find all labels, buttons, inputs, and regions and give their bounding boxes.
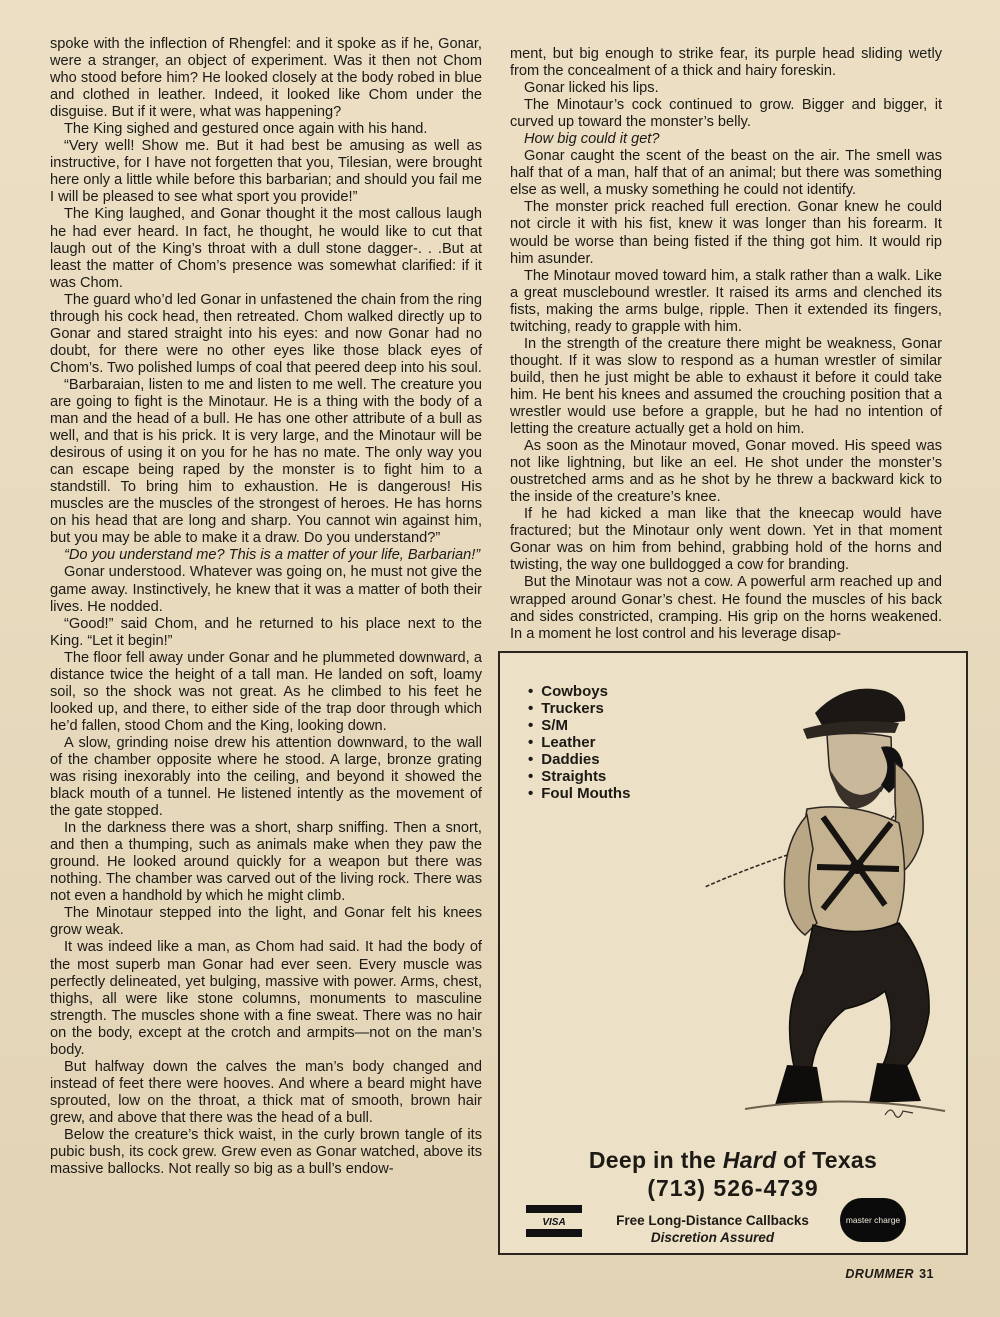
ad-callbacks-line: Free Long-Distance Callbacks — [616, 1213, 809, 1228]
left-text-column — [50, 36, 482, 1178]
body-paragraph: The Minotaur’s cock continued to grow. Bigger and bigger, it curved up toward the monster’s belly. — [510, 97, 942, 131]
ad-callbacks — [595, 1212, 830, 1246]
ad-list-item: • Cowboys — [528, 683, 630, 700]
right-text-column — [510, 46, 942, 643]
body-paragraph: “Do you understand me? This is a matter of your life, Barbarian!” — [64, 547, 481, 564]
body-paragraph: But halfway down the calves the man’s body changed and instead of feet there were hooves. And where a beard might have sprouted, low on the throat, a thick mat of smooth, brown hair grew, and above that there was the head of a bull. — [50, 1058, 482, 1126]
body-paragraph: But the Minotaur was not a cow. A powerful arm reached up and wrapped around Gonar’s chest. He found the muscles of his back and sides constricted, cramping. His grip on the horns weakened. In a moment he lost control and his leverage disap- — [510, 574, 942, 642]
body-paragraph: “Barbaraian, listen to me and listen to me well. The creature you are going to fight is the Minotaur. He is a thing with the body of a man and the head of a bull. He has one other attribute of a bull as well, and that is his prick. It is very large, and the Minotaur will be desirous of using it on you for he has no mate. The only way you can escape being raped by the monster is to fight him to a standstill. To bring him to exhaustion. He is dangerous! His muscles are the muscles of the strongest of heroes. He has horns on his head that are long and sharp. You cannot win against him, but you may be able to make it a draw. Do you understand?” — [50, 376, 482, 547]
visa-logo-text: VISA — [542, 1217, 566, 1228]
ad-headline-text-end: of Texas — [776, 1147, 878, 1173]
body-paragraph: The King laughed, and Gonar thought it the most callous laugh he had ever heard. In fact, he thought, he would like to cut that laugh out of the King’s throat with a dull stone dagger-. . .But at least the matter of Chom’s presence was somewhat clarified: if it was Chom. — [50, 206, 482, 291]
body-paragraph: spoke with the inflection of Rhengfel: and it spoke as if he, Gonar, were a stranger, an object of experiment. Was it then not Chom who stood before him? He looked closely at the body robed in blue and clothed in leather. Indeed, it looked like Chom under the disguise. But if it were, what was happening? — [50, 36, 482, 121]
body-paragraph: Below the creature’s thick waist, in the curly brown tangle of its pubic bush, its cock grew. Grew even as Gonar watched, above its massive ballocks. Not really so big as a bull’s endow- — [50, 1127, 482, 1178]
body-paragraph: Gonar caught the scent of the beast on the air. The smell was half that of a man, half that of an animal; but there was something else as well, a musky something he could not identify. — [510, 148, 942, 199]
ad-list-item: • S/M — [528, 717, 630, 734]
body-paragraph: ment, but big enough to strike fear, its purple head sliding wetly from the concealment of a thick and hairy foreskin. — [510, 46, 942, 80]
ad-headline — [500, 1147, 966, 1174]
ad-list-item: • Straights — [528, 768, 630, 785]
body-paragraph: Gonar understood. Whatever was going on, he must not give the game away. Instinctively, he knew that it was a matter of both their lives. He nodded. — [50, 564, 482, 615]
body-paragraph: If he had kicked a man like that the kneecap would have fractured; but the Minotaur only went down. Yet in that moment Gonar was on him from behind, grabbing hold of the horns and twisting, the way one bulldogged a cow for branding. — [510, 506, 942, 574]
body-paragraph: “Very well! Show me. But it had best be amusing as well as instructive, for I have not forgetten that you, Tilesian, were brought here only a little while before this barbarian; and should you fail me I will be pleased to see what sport you provide!” — [50, 138, 482, 206]
page-number: 31 — [919, 1267, 934, 1281]
magazine-name: DRUMMER — [845, 1267, 915, 1281]
body-paragraph: The Minotaur moved toward him, a stalk rather than a walk. Like a great musclebound wrestler. It raised its arms and clenched its fists, making the arms bulge, ripple. Then it extended its fingers, twitching, ready to grapple with him. — [510, 267, 942, 335]
body-paragraph: The Minotaur stepped into the light, and Gonar felt his knees grow weak. — [50, 905, 482, 939]
ad-list-item: • Foul Mouths — [528, 785, 630, 802]
leatherman-phone-illustration — [685, 673, 955, 1123]
ad-list-item: • Daddies — [528, 751, 630, 768]
ad-list-item: • Truckers — [528, 700, 630, 717]
body-paragraph: How big could it get? — [524, 131, 660, 148]
page-folio — [845, 1267, 934, 1281]
visa-logo — [526, 1205, 582, 1237]
ad-discretion-line: Discretion Assured — [650, 1230, 775, 1245]
body-paragraph: A slow, grinding noise drew his attention downward, to the wall of the chamber opposite where he stood. A large, bronze grating was rising inexorably into the ceiling, and beyond it showed the black mouth of a tunnel. He listened intently as the movement of the gate stopped. — [50, 734, 482, 820]
body-paragraph: The monster prick reached full erection. Gonar knew he could not circle it with his fist, knew it was longer than his forearm. It would be worse than being fisted if the thing got him. It would rip him asunder. — [510, 199, 942, 267]
body-paragraph: It was indeed like a man, as Chom had said. It had the body of the most superb man Gonar had ever seen. Every muscle was perfectly delineated, yet bulging, massive with power. Arms, chest, thighs, all were like stone columns, monuments to masculine strength. The muscles shone with a fine sweat. There was no hair on the body, except at the crotch and armpits—not on the man’s body. — [50, 939, 482, 1058]
body-paragraph: As soon as the Minotaur moved, Gonar moved. His speed was not like lightning, but like an eel. He shot under the monster’s oustretched arms and as he shot by he threw a backward kick to the inside of the creature’s knee. — [510, 438, 942, 506]
body-paragraph: In the strength of the creature there might be weakness, Gonar thought. If it was slow to respond as a human wrestler of similar build, then he just might be able to exhaust it before it could take him. He bent his knees and assumed the crouching position that a wrestler would use before a grapple, but he had no intention of letting the creature actually get a hold on him. — [510, 335, 942, 438]
ad-category-list — [528, 683, 630, 802]
body-paragraph: In the darkness there was a short, sharp sniffing. Then a snort, and then a thumping, such as animals make when they paw the ground. He looked around quickly for a weapon but there was nothing. The chamber was carved out of the living rock. There was not even a handhold by which he might climb. — [50, 820, 482, 905]
body-paragraph: The King sighed and gestured once again with his hand. — [64, 121, 428, 138]
body-paragraph: Gonar licked his lips. — [524, 80, 659, 97]
body-paragraph: The floor fell away under Gonar and he plummeted downward, a distance twice the height of a tall man. He landed on soft, loamy soil, so the shock was not great. As he climbed to his feet he looked up, and there, to either side of the trap door through which he’d fallen, stood Chom and the King, looking down. — [50, 649, 482, 734]
mastercharge-logo: master charge — [840, 1198, 906, 1242]
advertisement-box — [498, 651, 968, 1255]
body-paragraph: The guard who’d led Gonar in unfastened the chain from the ring through his cock head, then retreated. Chom walked directly up to Gonar and stared straight into his eyes: and now Gonar had no doubt, for there were no other eyes like those black eyes of Chom’s. Two polished lumps of coal that peered deep into his soul. — [50, 291, 482, 376]
ad-headline-emphasis: Hard — [722, 1147, 777, 1173]
ad-list-item: • Leather — [528, 734, 630, 751]
body-paragraph: “Good!” said Chom, and he returned to his place next to the King. “Let it begin!” — [50, 615, 482, 649]
ad-phone-number: (713) 526-4739 — [647, 1175, 819, 1201]
ad-headline-text: Deep in the — [588, 1147, 723, 1173]
